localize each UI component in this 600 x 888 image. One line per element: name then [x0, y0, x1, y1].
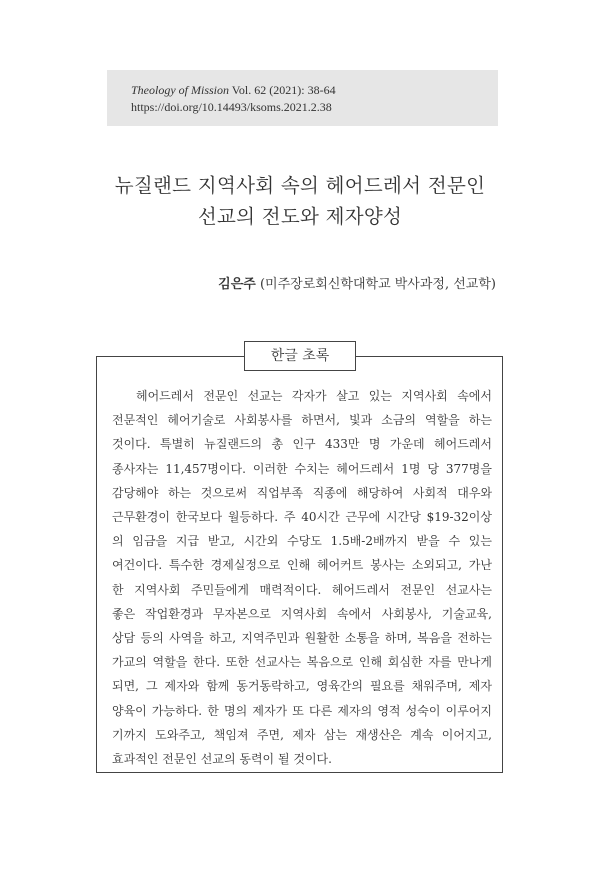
journal-doi: https://doi.org/10.14493/ksoms.2021.2.38: [131, 100, 332, 114]
journal-name: Theology of Mission: [131, 83, 229, 97]
paper-title-line-2: 선교의 전도와 제자양성: [197, 205, 403, 228]
abstract-line: 의 임금을 지급 받고, 시간외 수당도 1.5배-2배까지 받을 수 있는: [112, 534, 492, 549]
abstract-line: 양육이 가능하다. 한 명의 제자가 또 다른 제자의 영적 성숙이 이루어지: [112, 703, 492, 718]
author-line: [218, 273, 496, 292]
abstract-line: 것이다. 특별히 뉴질랜드의 총 인구 433만 명 가운데 헤어드레서: [112, 437, 492, 452]
journal-issue: Vol. 62 (2021): 38-64: [231, 83, 336, 97]
abstract-line: 좋은 작업환경과 무자본으로 지역사회 속에서 사회봉사, 기술교육,: [112, 606, 492, 621]
abstract-line: 헤어드레서 전문인 선교는 각자가 살고 있는 지역사회 속에서: [136, 389, 492, 403]
abstract-line: 가교의 역할을 한다. 또한 선교사는 복음으로 인해 회심한 자를 만나게: [112, 655, 492, 670]
author-affiliation: (미주장로회신학대학교 박사과정, 선교학): [259, 277, 496, 292]
abstract-line: 감당해야 하는 것으로써 직업부족 직종에 해당하여 사회적 대우와: [112, 485, 492, 500]
abstract-line: 기까지 도와주고, 책임져 주면, 제자 삼는 재생산은 계속 이어지고,: [112, 727, 492, 742]
abstract-body: [112, 384, 492, 771]
abstract-label: 한글 초록: [244, 341, 356, 371]
paper-title: [0, 170, 600, 232]
abstract-line: 효과적인 전문인 선교의 동력이 될 것이다.: [112, 752, 332, 767]
paper-title-line-1: 뉴질랜드 지역사회 속의 헤어드레서 전문인: [114, 174, 486, 197]
abstract-line: 상담 등의 사역을 하고, 지역주민과 원활한 소통을 하며, 복음을 전하는: [112, 631, 492, 646]
abstract-line: 전문적인 헤어기술로 사회봉사를 하면서, 빛과 소금의 역할을 하는: [112, 413, 492, 428]
abstract-line: 종사자는 11,457명이다. 이러한 수치는 헤어드레서 1명 당 377명을: [112, 461, 492, 476]
journal-citation-line: [131, 82, 498, 99]
abstract-line: 근무환경이 한국보다 월등하다. 주 40시간 근무에 시간당 $19-32이상: [112, 510, 492, 525]
abstract-line: 여건이다. 특수한 경제실정으로 인해 헤어커트 봉사는 소외되고, 가난: [112, 558, 492, 573]
author-name: 김은주: [218, 277, 256, 292]
abstract-line: 되면, 그 제자와 함께 동거동락하고, 영육간의 필요를 채워주며, 제자: [112, 679, 492, 694]
abstract-line: 한 지역사회 주민들에게 매력적이다. 헤어드레서 전문인 선교사는: [112, 582, 492, 597]
journal-citation-box: [107, 70, 498, 126]
